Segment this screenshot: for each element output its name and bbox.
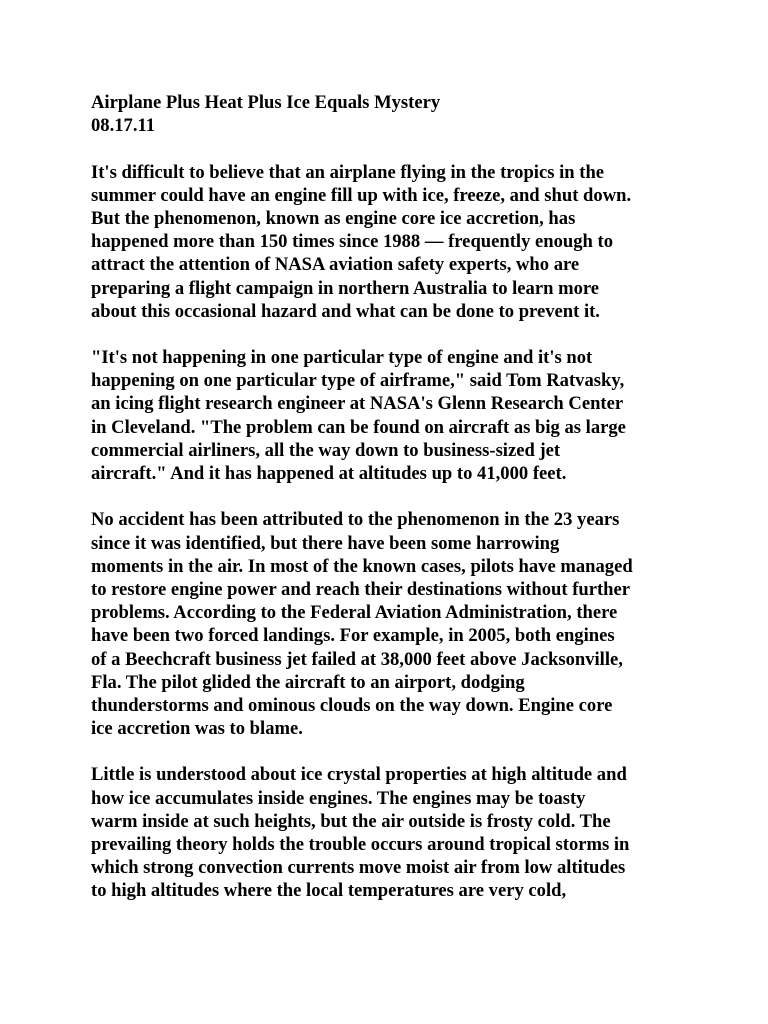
- paragraph-line: prevailing theory holds the trouble occurs around tropical storms in: [91, 834, 630, 855]
- paragraph: [91, 508, 721, 740]
- paragraph-line: happened more than 150 times since 1988 — frequently enough to: [91, 231, 614, 253]
- paragraph-line: But the phenomenon, known as engine core ice accretion, has: [91, 207, 576, 229]
- paragraph-line: Little is understood about ice crystal properties at high altitude and: [91, 764, 627, 786]
- paragraph-line: summer could have an engine fill up with ice, freeze, and shut down.: [91, 184, 632, 206]
- document-body: [91, 91, 721, 926]
- paragraph-line: attract the attention of NASA aviation safety experts, who are: [91, 254, 580, 276]
- paragraph-line: moments in the air. In most of the known cases, pilots have managed: [91, 555, 633, 577]
- paragraph-line: No accident has been attributed to the phenomenon in the 23 years: [91, 509, 620, 531]
- paragraph-line: to restore engine power and reach their destinations without further: [91, 578, 631, 600]
- paragraph-line: which strong convection currents move moist air from low altitudes: [91, 857, 626, 879]
- document-title: Airplane Plus Heat Plus Ice Equals Mystery: [91, 92, 441, 113]
- document-date: 08.17.11: [91, 115, 156, 137]
- paragraph-line: commercial airliners, all the way down to business-sized jet: [91, 439, 561, 461]
- paragraph-line: It's difficult to believe that an airplane flying in the tropics in the: [91, 161, 605, 183]
- paragraph-line: ice accretion was to blame.: [91, 718, 303, 740]
- paragraph-line: how ice accumulates inside engines. The engines may be toasty: [91, 787, 586, 809]
- paragraph-line: problems. According to the Federal Aviation Administration, there: [91, 602, 618, 624]
- document-header: [91, 91, 721, 137]
- paragraphs-container: [91, 161, 721, 903]
- paragraph-line: about this occasional hazard and what can be done to prevent it.: [91, 300, 600, 322]
- paragraph: [91, 763, 721, 902]
- paragraph-line: to high altitudes where the local temperatures are very cold,: [91, 880, 567, 902]
- paragraph-line: an icing flight research engineer at NASA's Glenn Research Center: [91, 393, 624, 415]
- paragraph-line: have been two forced landings. For example, in 2005, both engines: [91, 625, 615, 647]
- paragraph: [91, 161, 721, 323]
- paragraph-line: since it was identified, but there have been some harrowing: [91, 532, 560, 554]
- paragraph-line: happening on one particular type of airframe," said Tom Ratvasky,: [91, 370, 625, 392]
- paragraph-line: thunderstorms and ominous clouds on the way down. Engine core: [91, 694, 613, 716]
- paragraph-line: of a Beechcraft business jet failed at 38,000 feet above Jacksonville,: [91, 648, 623, 670]
- paragraph-line: in Cleveland. "The problem can be found on aircraft as big as large: [91, 416, 626, 438]
- paragraph: [91, 346, 721, 485]
- paragraph-line: aircraft." And it has happened at altitudes up to 41,000 feet.: [91, 463, 567, 484]
- paragraph-line: preparing a flight campaign in northern Australia to learn more: [91, 277, 600, 299]
- paragraph-line: Fla. The pilot glided the aircraft to an airport, dodging: [91, 671, 525, 693]
- paragraph-line: "It's not happening in one particular type of engine and it's not: [91, 347, 593, 369]
- paragraph-line: warm inside at such heights, but the air outside is frosty cold. The: [91, 810, 611, 832]
